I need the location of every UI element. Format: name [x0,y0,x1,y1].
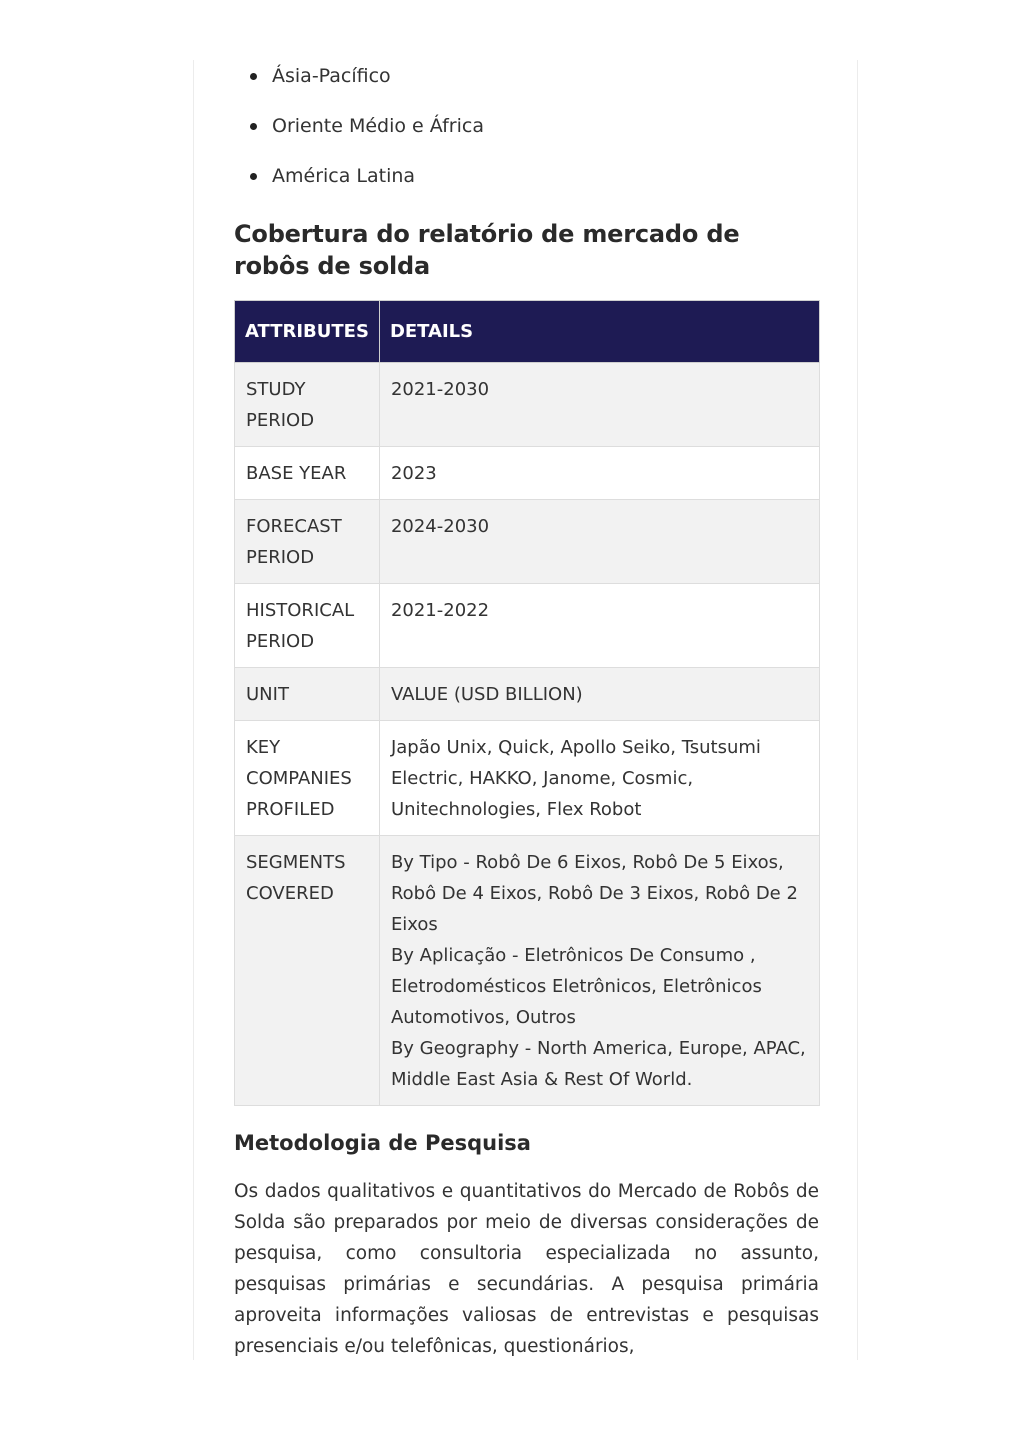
list-item [234,110,819,160]
details-cell: 2024-2030 [379,500,819,584]
bullet-icon [250,173,257,180]
table-header-row [235,301,820,363]
attribute-cell: FORECAST PERIOD [235,500,380,584]
attribute-cell: UNIT [235,668,380,721]
details-cell: Japão Unix, Quick, Apollo Seiko, Tsutsumi Electric, HAKKO, Janome, Cosmic, Unitechnologies, Flex Robot [379,721,819,836]
table-row [235,584,820,668]
region-label: América Latina [272,165,416,187]
table-row [235,447,820,500]
list-item [234,60,819,110]
details-cell [379,836,819,1106]
segment-geography-line: By Geography - North America, Europe, APAC, Middle East Asia & Rest Of World. [390,1038,806,1090]
region-list [234,60,819,210]
table-row [235,500,820,584]
attribute-cell: KEY COMPANIES PROFILED [235,721,380,836]
section-title: Cobertura do relatório de mercado de robôs de solda [234,220,740,280]
details-cell: VALUE (USD BILLION) [379,668,819,721]
details-cell: 2021-2030 [379,363,819,447]
article-content [234,60,819,1360]
region-label: Ásia-Pacífico [272,65,391,87]
details-cell: 2021-2022 [379,584,819,668]
page-frame [193,60,858,1360]
report-coverage-table [234,300,820,1106]
methodology-title: Metodologia de Pesquisa [234,1131,531,1155]
table-row [235,721,820,836]
header-details: DETAILS [379,301,819,363]
segment-type-line: By Tipo - Robô De 6 Eixos, Robô De 5 Eixos, Robô De 4 Eixos, Robô De 3 Eixos, Robô De 2 Eixos [390,852,798,935]
bullet-icon [250,73,257,80]
attribute-cell: SEGMENTS COVERED [235,836,380,1106]
attribute-cell: BASE YEAR [235,447,380,500]
details-cell: 2023 [379,447,819,500]
segment-application-line: By Aplicação - Eletrônicos De Consumo , Eletrodomésticos Eletrônicos, Eletrônicos Automotivos, Outros [390,945,762,1028]
table-row [235,836,820,1106]
region-label: Oriente Médio e África [272,115,484,137]
table-row [235,363,820,447]
table-row [235,668,820,721]
attribute-cell: HISTORICAL PERIOD [235,584,380,668]
attribute-cell: STUDY PERIOD [235,363,380,447]
header-attributes: ATTRIBUTES [235,301,380,363]
bullet-icon [250,123,257,130]
list-item [234,160,819,210]
methodology-paragraph: Os dados qualitativos e quantitativos do Mercado de Robôs de Solda são preparados por meio de diversas considerações de pesquisa, como consultoria especializada no assunto, pesquisas primárias e secundárias. A pesquisa primária aproveita informações valiosas de entrevistas e pesquisas presenciais e/ou telefônicas, questionários, [234,1181,819,1357]
